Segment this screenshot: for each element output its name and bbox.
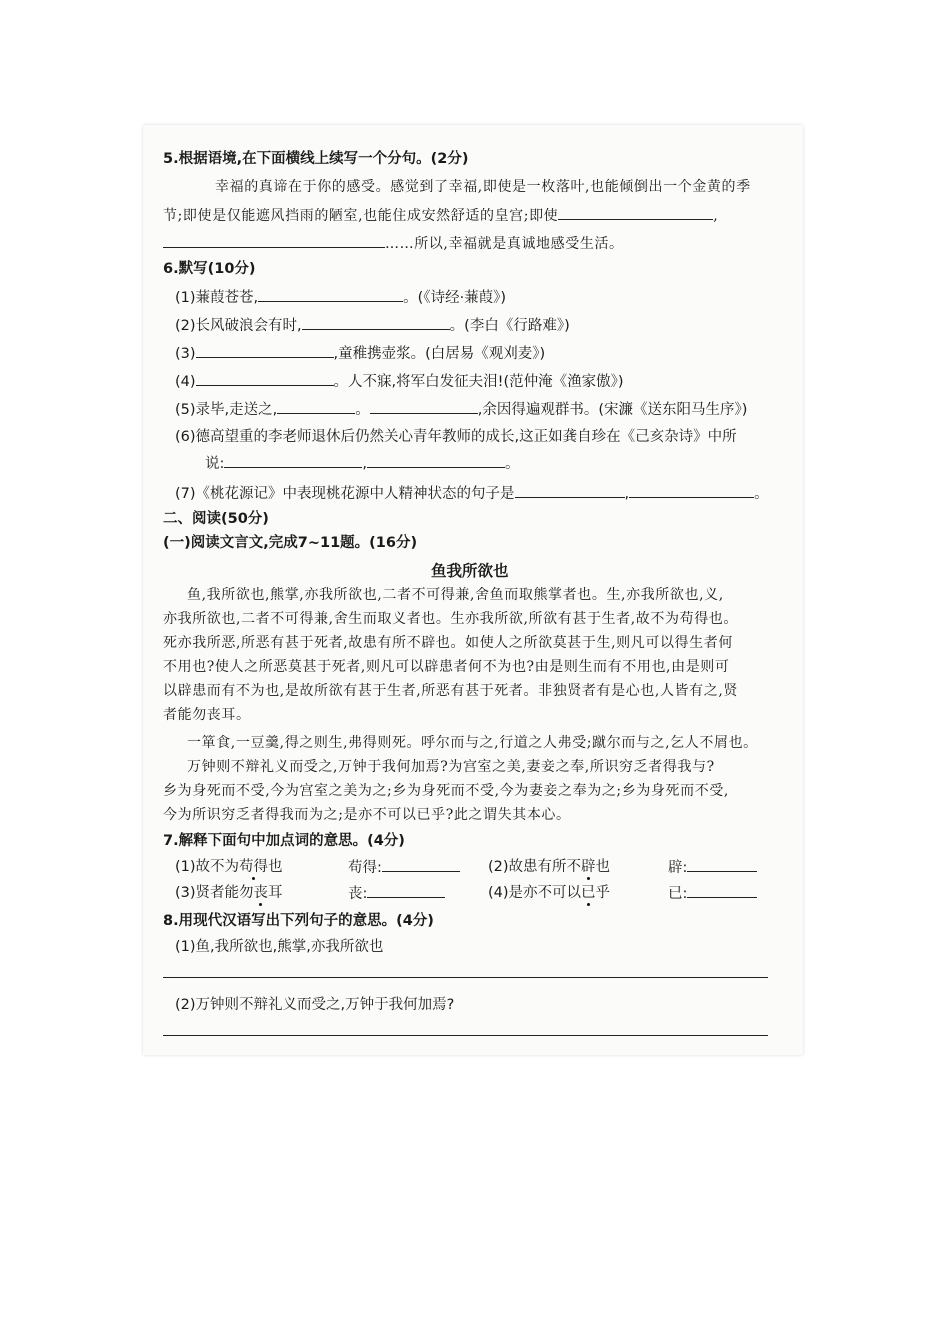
q6-item-5-sep: 。 (355, 402, 370, 418)
bleed-through-text (543, 153, 751, 172)
q5-text-line3 (163, 233, 624, 254)
section-reading-heading: 二、阅读(50分) (163, 511, 269, 527)
q6-item-6-comma: , (362, 456, 367, 472)
q7-item-4-label: 已: (668, 886, 688, 902)
q8-answer-line-1[interactable] (163, 977, 768, 978)
q6-item-7 (175, 483, 769, 504)
q7-item-1-post: 也 (268, 859, 283, 875)
q6-item-3-num: (3) (175, 346, 196, 362)
q6-item-1-blank[interactable] (258, 287, 403, 302)
q7-item-4-pre: (4)是亦不可以 (488, 885, 582, 901)
q6-item-1 (175, 287, 506, 308)
q8-prompt: 8.用现代汉语写出下列句子的意思。(4分) (163, 913, 434, 929)
q5-prompt: 5.根据语境,在下面横线上续写一个分句。(2分) (163, 151, 469, 167)
q6-item-4-num: (4) (175, 374, 196, 390)
subsection-classical-heading: (一)阅读文言文,完成7~11题。(16分) (163, 535, 418, 551)
passage-line: 今为所识穷乏者得我而为之;是亦不可以已乎?此之谓失其本心。 (163, 807, 571, 823)
q5-text-line1: 幸福的真谛在于你的感受。感觉到了幸福,即使是一枚落叶,也能倾倒出一个金黄的季 (215, 179, 751, 195)
q6-item-7-comma: , (624, 486, 630, 502)
q7-item-4-answer (668, 883, 757, 904)
q6-item-2-blank[interactable] (302, 315, 450, 330)
q7-item-2-pre: (2)故患有所不 (488, 859, 582, 875)
passage-line: 一箪食,一豆羹,得之则生,弗得则死。呼尔而与之,行道之人弗受;蹴尔而与之,乞人不屑也。 (187, 735, 758, 751)
q8-answer-line-2[interactable] (163, 1035, 768, 1036)
q8-sentence-1: (1)鱼,我所欲也,熊掌,亦我所欲也 (175, 939, 384, 955)
q6-item-2-source: 。(李白《行路难》) (449, 318, 570, 334)
q7-item-4-post: 乎 (595, 885, 611, 901)
q6-item-3 (175, 343, 545, 364)
q6-item-1-source: 。(《诗经·蒹葭》) (403, 290, 507, 306)
q7-item-1-pre: (1)故不为 (175, 859, 240, 875)
exam-page (143, 125, 803, 1055)
q7-item-1-label: 苟得: (348, 860, 382, 876)
q5-text-line2 (163, 205, 718, 226)
q7-item-1-answer (348, 857, 460, 878)
q7-item-4 (488, 883, 610, 903)
q6-item-7-end: 。 (754, 486, 769, 502)
passage-line: 乡为身死而不受,今为宫室之美为之;乡为身死而不受,今为妻妾之奉为之;乡为身死而不受, (163, 783, 729, 799)
q7-item-3-pre: (3)贤者能勿 (175, 885, 254, 901)
q6-item-2-text: (2)长风破浪会有时, (175, 318, 302, 334)
q7-item-1-blank[interactable] (382, 857, 460, 872)
q6-item-7-blank-1[interactable] (515, 483, 625, 498)
q6-item-7-blank-2[interactable] (629, 483, 754, 498)
q7-item-3-blank[interactable] (367, 883, 445, 898)
passage-line: 亦我所欲也,二者不可得兼,舍生而取义者也。生亦我所欲,所欲有甚于生者,故不为苟得也。 (163, 611, 738, 627)
q6-item-6: (6)德高望重的李老师退休后仍然关心青年教师的成长,这正如龚自珍在《己亥杂诗》中所 (175, 429, 737, 445)
passage-line: 鱼,我所欲也,熊掌,亦我所欲也,二者不可得兼,舍鱼而取熊掌者也。生,亦我所欲也,义, (187, 587, 724, 603)
q6-item-4-text: 。人不寐,将军白发征夫泪!(范仲淹《渔家傲》) (333, 374, 624, 390)
q7-item-3-post: 耳 (268, 885, 283, 901)
q7-item-1 (175, 857, 283, 877)
q7-item-3-label: 丧: (348, 886, 368, 902)
q5-text-line2a: 节;即使是仅能遮风挡雨的陋室,也能住成安然舒适的皇宫;即使 (163, 208, 559, 224)
q6-prompt: 6.默写(10分) (163, 261, 256, 277)
q7-item-2-post: 也 (595, 859, 611, 875)
q6-item-5 (175, 399, 747, 420)
q7-item-3-dotted: 丧 (253, 885, 269, 901)
q6-item-4 (175, 371, 624, 392)
q6-item-5-blank-1[interactable] (277, 399, 355, 414)
q7-item-3 (175, 883, 283, 903)
q8-sentence-2: (2)万钟则不辩礼义而受之,万钟于我何加焉? (175, 997, 455, 1013)
q5-answer-blank-1[interactable] (558, 205, 713, 220)
passage-line: 死亦我所恶,所恶有甚于死者,故患有所不辟也。如使人之所欲莫甚于生,则凡可以得生者何 (163, 635, 733, 651)
q6-item-5-source: ,余因得遍观群书。(宋濂《送东阳马生序》) (477, 402, 748, 418)
passage-line: 万钟则不辩礼义而受之,万钟于我何加焉?为宫室之美,妻妾之奉,所识穷乏者得我与? (187, 759, 715, 775)
q6-item-5-blank-2[interactable] (370, 399, 478, 414)
q7-item-2-blank[interactable] (687, 857, 757, 872)
q7-item-4-blank[interactable] (687, 883, 757, 898)
q7-item-2 (488, 857, 610, 877)
q7-item-1-dotted: 苟得 (239, 859, 269, 875)
q7-item-2-dotted: 辟 (581, 859, 596, 875)
q6-item-1-text: (1)蒹葭苍苍, (175, 290, 259, 306)
q5-text-line2b: , (713, 208, 719, 224)
q6-item-3-blank[interactable] (196, 343, 334, 358)
q6-item-4-blank[interactable] (196, 371, 334, 386)
q5-text-line3a: ……所以,幸福就是真诚地感受生活。 (385, 236, 624, 252)
q7-item-2-label: 辟: (668, 860, 688, 876)
q6-item-7-text: (7)《桃花源记》中表现桃花源中人精神状态的句子是 (175, 486, 515, 502)
passage-line: 不用也?使人之所恶莫甚于死者,则凡可以辟患者何不为也?由是则生而有不用也,由是则可 (163, 659, 730, 675)
passage-line: 以辟患而有不为也,是故所欲有甚于生者,所恶有甚于死者。非独贤者有是心也,人皆有之,贤 (163, 683, 738, 699)
q5-answer-blank-2[interactable] (163, 233, 385, 248)
q6-item-6-say: 说: (205, 456, 225, 472)
q7-item-4-dotted: 已 (581, 885, 596, 901)
q7-item-2-answer (668, 857, 757, 878)
q7-prompt: 7.解释下面句中加点词的意思。(4分) (163, 833, 405, 849)
q6-item-5-text: (5)录毕,走送之, (175, 402, 278, 418)
q6-item-6-cont (205, 453, 520, 474)
q6-item-6-end: 。 (505, 456, 520, 472)
q7-item-3-answer (348, 883, 445, 904)
q6-item-3-text: ,童稚携壶浆。(白居易《观刈麦》) (333, 346, 546, 362)
q6-item-2 (175, 315, 570, 336)
passage-title: 鱼我所欲也 (431, 562, 509, 580)
passage-line: 者能勿丧耳。 (163, 707, 251, 723)
q6-item-6-blank-2[interactable] (367, 453, 505, 468)
q6-item-6-blank-1[interactable] (224, 453, 362, 468)
